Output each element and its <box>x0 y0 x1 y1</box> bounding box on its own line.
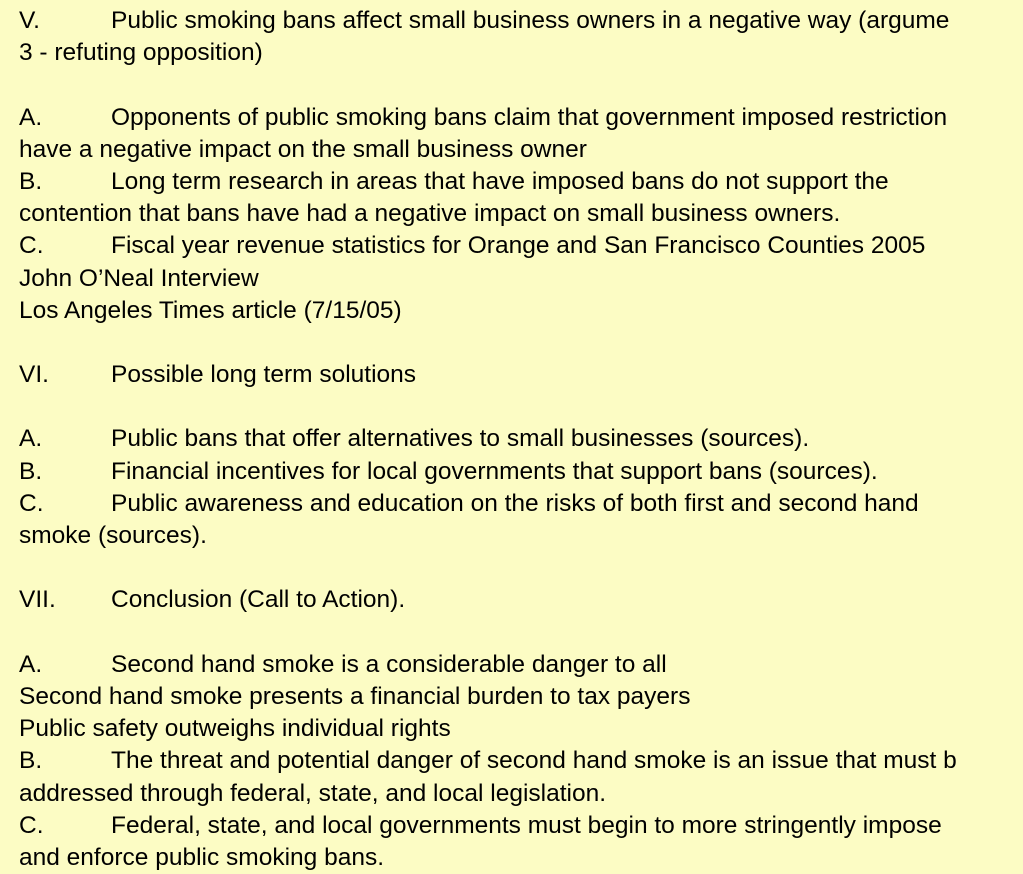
section-vi-item-a <box>19 423 1023 455</box>
item-letter: C. <box>19 489 44 517</box>
section-vi-item-c-continuation: smoke (sources). <box>19 522 207 549</box>
spacer <box>19 552 1023 584</box>
section-vii-item-c-continuation: and enforce public smoking bans. <box>19 843 384 871</box>
section-v-item-c-source-2: Los Angeles Times article (7/15/05) <box>19 296 402 324</box>
section-vii-item-a <box>19 649 1023 681</box>
item-letter: C. <box>19 232 44 260</box>
spacer <box>19 617 1023 649</box>
section-vi-item-b <box>19 456 1023 488</box>
section-vi-heading <box>19 359 1023 391</box>
section-v-continuation: 3 - refuting opposition) <box>19 39 263 67</box>
section-vi-title: Possible long term solutions <box>111 361 417 389</box>
section-vii-item-c <box>19 810 1023 842</box>
item-text: Fiscal year revenue statistics for Orange and San Francisco Counties 2005 <box>111 232 926 260</box>
section-v-item-b <box>19 166 1023 198</box>
item-text: Public awareness and education on the risks of both first and second hand <box>111 489 919 517</box>
item-text: Second hand smoke is a considerable danger to all <box>111 650 667 678</box>
section-v-item-b-continuation: contention that bans have had a negative impact on small business owners. <box>19 200 841 228</box>
spacer <box>19 69 1023 101</box>
item-letter: A. <box>19 650 43 678</box>
spacer <box>19 327 1023 359</box>
section-vii-item-b-continuation: addressed through federal, state, and local legislation. <box>19 779 607 807</box>
section-v-item-a <box>19 102 1023 134</box>
section-vii-numeral: VII. <box>19 586 56 614</box>
item-text: Federal, state, and local governments must begin to more stringently impose <box>111 811 942 839</box>
item-text: Long term research in areas that have imposed bans do not support the <box>111 167 889 195</box>
section-vii-item-a-point-2: Public safety outweighs individual rights <box>19 715 451 743</box>
item-text: The threat and potential danger of second hand smoke is an issue that must b <box>111 747 957 775</box>
item-letter: A. <box>19 425 43 453</box>
section-vi-numeral: VI. <box>19 361 49 389</box>
item-text: Financial incentives for local governments that support bans (sources). <box>111 457 878 485</box>
item-text: Opponents of public smoking bans claim that government imposed restriction <box>111 103 948 131</box>
section-vi-item-c <box>19 488 1023 520</box>
section-vii-item-a-point-1: Second hand smoke presents a financial burden to tax payers <box>19 682 691 710</box>
item-letter: B. <box>19 747 43 775</box>
item-letter: C. <box>19 811 44 839</box>
section-v-item-c <box>19 230 1023 262</box>
section-vii-title: Conclusion (Call to Action). <box>111 586 406 614</box>
section-vii-item-b <box>19 745 1023 777</box>
section-v-heading <box>19 5 1023 37</box>
item-text: Public bans that offer alternatives to small businesses (sources). <box>111 425 810 453</box>
spacer <box>19 391 1023 423</box>
section-v-numeral: V. <box>19 7 40 34</box>
section-vii-heading <box>19 584 1023 616</box>
item-letter: B. <box>19 167 43 195</box>
section-v-item-a-continuation: have a negative impact on the small business owner <box>19 135 587 163</box>
section-v-title: Public smoking bans affect small business owners in a negative way (argume <box>111 7 950 34</box>
item-letter: B. <box>19 457 43 485</box>
section-v-item-c-source-1: John O’Neal Interview <box>19 264 259 292</box>
outline-document <box>19 5 1023 874</box>
item-letter: A. <box>19 103 43 131</box>
